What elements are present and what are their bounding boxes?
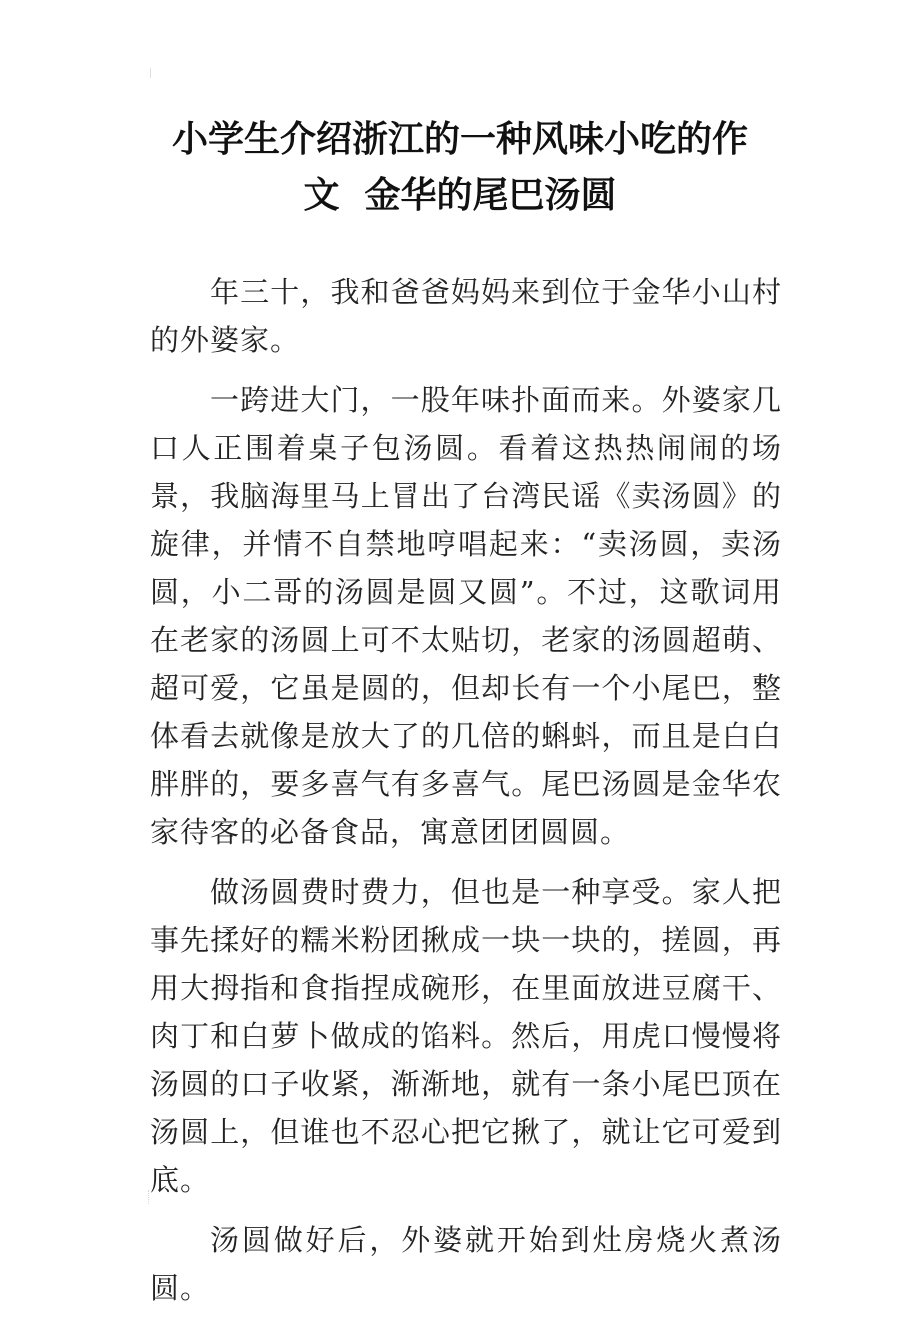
document-title <box>120 112 800 224</box>
paragraph-1: 年三十，我和爸爸妈妈来到位于金华小山村的外婆家。 <box>150 275 782 357</box>
paragraph-4: 汤圆做好后，外婆就开始到灶房烧火煮汤圆。 <box>150 1223 782 1305</box>
document-body <box>150 268 782 1324</box>
paragraph-3: 做汤圆费时费力，但也是一种享受。家人把事先揉好的糯米粉团揪成一块一块的，搓圆，再用大拇指和食指捏成碗形，在里面放进豆腐干、肉丁和白萝卜做成的馅料。然后，用虎口慢慢将汤圆的口子收紧，渐渐地，就有一条小尾巴顶在汤圆上，但谁也不忍心把它揪了，就让它可爱到底。 <box>150 875 782 1197</box>
paragraph-2: 一跨进大门，一股年味扑面而来。外婆家几口人正围着桌子包汤圆。看着这热热闹闹的场景，我脑海里马上冒出了台湾民谣《卖汤圆》的旋律，并情不自禁地哼唱起来：“卖汤圆，卖汤圆，小二哥的汤圆是圆又圆”。不过，这歌词用在老家的汤圆上可不太贴切，老家的汤圆超萌、超可爱，它虽是圆的，但却长有一个小尾巴，整体看去就像是放大了的几倍的蝌蚪，而且是白白胖胖的，要多喜气有多喜气。尾巴汤圆是金华农家待客的必备食品，寓意团团圆圆。 <box>150 383 782 849</box>
title-line-2: 文 金华的尾巴汤圆 <box>303 175 617 216</box>
title-line-1: 小学生介绍浙江的一种风味小吃的作 <box>171 119 748 160</box>
page-corner-mark-top <box>150 68 157 78</box>
page-corner-mark-bottom <box>148 1190 155 1204</box>
